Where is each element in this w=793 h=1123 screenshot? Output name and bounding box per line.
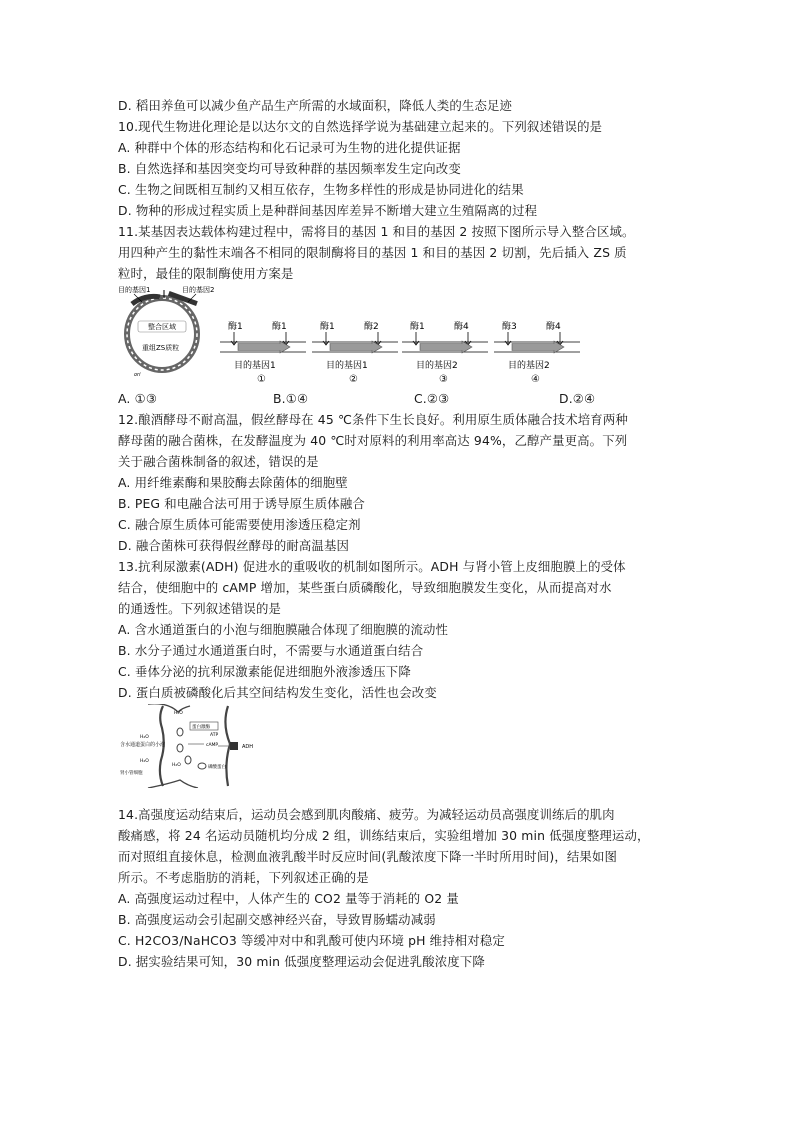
scheme-number: ④ — [531, 374, 540, 385]
vesicle-label: 含水通道蛋白的小泡 — [120, 742, 166, 748]
scheme-gene-label: 目的基因2 — [508, 361, 550, 371]
q14-option-a: A. 高强度运动过程中，人体产生的 CO2 量等于消耗的 O2 量 — [118, 891, 459, 906]
q13-option-d: D. 蛋白质被磷酸化后其空间结构发生变化，活性也会改变 — [118, 685, 437, 700]
scheme-gene-arrow — [238, 341, 290, 353]
plasmid-gene1-label: 目的基因1 — [118, 286, 151, 294]
q11-option-d: D.②④ — [559, 391, 596, 406]
plasmid-gene2-label: 目的基因2 — [182, 286, 215, 294]
q11-stem-line3: 粒时，最佳的限制酶使用方案是 — [118, 266, 294, 281]
q13-stem-line2: 结合，使细胞中的 cAMP 增加，某些蛋白质磷酸化，导致细胞膜发生变化，从而提高对水 — [118, 580, 612, 595]
scheme-gene-label: 目的基因1 — [326, 361, 368, 371]
q11-option-b: B.①④ — [273, 391, 309, 406]
scheme-1 — [220, 320, 306, 385]
q12-option-a: A. 用纤维素酶和果胶酶去除菌体的细胞壁 — [118, 475, 348, 490]
plasmid-diagram — [118, 285, 214, 378]
q10-stem: 10.现代生物进化理论是以达尔文的自然选择学说为基础建立起来的。下列叙述错误的是 — [118, 119, 603, 134]
q12-stem-line1: 12.酿酒酵母不耐高温，假丝酵母在 45 ℃条件下生长良好。利用原生质体融合技术培育两种 — [118, 412, 628, 427]
scheme-enzyme-right: 酶2 — [364, 322, 379, 332]
scheme-enzyme-left: 酶1 — [320, 322, 335, 332]
atp-label: ATP — [210, 733, 219, 738]
q12-option-c: C. 融合原生质体可能需要使用渗透压稳定剂 — [118, 517, 361, 532]
q14-stem-line2: 酸痛感，将 24 名运动员随机均分成 2 组，训练结束后，实验组增加 30 min 低强度整理运动， — [118, 828, 650, 843]
q11-figure — [112, 284, 592, 388]
scheme-enzyme-right: 酶4 — [546, 322, 561, 332]
scheme-gene-arrow — [512, 341, 564, 353]
kinase-label: 蛋白激酶 — [192, 725, 210, 730]
enzyme-schemes — [220, 320, 580, 385]
q14-option-d: D. 据实验结果可知，30 min 低强度整理运动会促进乳酸浓度下降 — [118, 954, 485, 969]
q13-option-b: B. 水分子通过水通道蛋白时，不需要与水通道蛋白结合 — [118, 643, 424, 658]
q11-stem-line2: 用四种产生的黏性末端各不相同的限制酶将目的基因 1 和目的基因 2 切割，先后插入 ZS 质 — [118, 245, 627, 260]
plasmid-ori-label: ori — [134, 372, 141, 378]
q13-stem-line3: 的通透性。下列叙述错误的是 — [118, 601, 282, 616]
q13-option-c: C. 垂体分泌的抗利尿激素能促进细胞外液渗透压下降 — [118, 664, 411, 679]
camp-label: cAMP — [206, 743, 219, 748]
scheme-enzyme-right: 酶1 — [272, 322, 287, 332]
q10-option-d: D. 物种的形成过程实质上是种群间基因库差异不断增大建立生殖隔离的过程 — [118, 203, 538, 218]
q12-stem-line3: 关于融合菌株制备的叙述，错误的是 — [118, 454, 319, 469]
q13-stem-line1: 13.抗利尿激素(ADH) 促进水的重吸收的机制如图所示。ADH 与肾小管上皮细胞膜上的受体 — [118, 559, 626, 574]
scheme-enzyme-left: 酶1 — [228, 322, 243, 332]
q9-option-d: D. 稻田养鱼可以减少鱼产品生产所需的水域面积，降低人类的生态足迹 — [118, 98, 513, 113]
scheme-enzyme-right: 酶4 — [454, 322, 469, 332]
q14-stem-line4: 所示。不考虑脂肪的消耗，下列叙述正确的是 — [118, 870, 369, 885]
q14-stem-line1: 14.高强度运动结束后，运动员会感到肌肉酸痛、疲劳。为减轻运动员高强度训练后的肌肉 — [118, 807, 615, 822]
scheme-gene-label: 目的基因2 — [416, 361, 458, 371]
q12-stem-line2: 酵母菌的融合菌株，在发酵温度为 40 ℃时对原料的利用率高达 94%，乙醇产量更高。下列 — [118, 433, 628, 448]
q14-option-b: B. 高强度运动会引起副交感神经兴奋，导致胃肠蠕动减弱 — [118, 912, 436, 927]
scheme-enzyme-left: 酶1 — [410, 322, 425, 332]
h2o-left2: H₂O — [140, 759, 149, 764]
phospho-label: 磷酸蛋白 — [208, 765, 226, 770]
scheme-gene-arrow — [420, 341, 472, 353]
adh-label: ADH — [242, 744, 254, 750]
h2o-inner: H₂O — [172, 763, 181, 768]
q12-option-d: D. 融合菌株可获得假丝酵母的耐高温基因 — [118, 538, 350, 553]
scheme-2 — [312, 320, 398, 385]
q10-option-c: C. 生物之间既相互制约又相互依存，生物多样性的形成是协同进化的结果 — [118, 182, 524, 197]
scheme-4 — [494, 320, 580, 385]
cell-label: 肾小管细胞 — [120, 771, 143, 776]
q11-option-a: A. ①③ — [118, 391, 158, 406]
q13-adh-figure — [118, 704, 258, 788]
q10-option-b: B. 自然选择和基因突变均可导致种群的基因频率发生定向改变 — [118, 161, 461, 176]
scheme-number: ③ — [439, 374, 448, 385]
scheme-gene-arrow — [330, 341, 382, 353]
receptor-icon — [230, 742, 238, 750]
q14-stem-line3: 而对照组直接休息，检测血液乳酸半时反应时间(乳酸浓度下降一半时所用时间)，结果如图 — [118, 849, 618, 864]
h2o-top: H₂O — [174, 711, 183, 716]
plasmid-name-label: 重组ZS质粒 — [142, 344, 180, 352]
q12-option-b: B. PEG 和电融合法可用于诱导原生质体融合 — [118, 496, 365, 511]
q10-option-a: A. 种群中个体的形态结构和化石记录可为生物的进化提供证据 — [118, 140, 461, 155]
plasmid-region-label: 整合区域 — [148, 323, 176, 331]
scheme-gene-label: 目的基因1 — [234, 361, 276, 371]
scheme-3 — [402, 320, 488, 385]
h2o-left: H₂O — [140, 735, 149, 740]
scheme-number: ① — [257, 374, 266, 385]
q14-option-c: C. H2CO3/NaHCO3 等缓冲对中和乳酸可使内环境 pH 维持相对稳定 — [118, 933, 505, 948]
q13-option-a: A. 含水通道蛋白的小泡与细胞膜融合体现了细胞膜的流动性 — [118, 622, 449, 637]
scheme-enzyme-left: 酶3 — [502, 322, 517, 332]
q11-stem-line1: 11.某基因表达载体构建过程中，需将目的基因 1 和目的基因 2 按照下图所示导入整合区域。 — [118, 224, 635, 239]
q11-option-c: C.②③ — [414, 391, 450, 406]
scheme-number: ② — [349, 374, 358, 385]
